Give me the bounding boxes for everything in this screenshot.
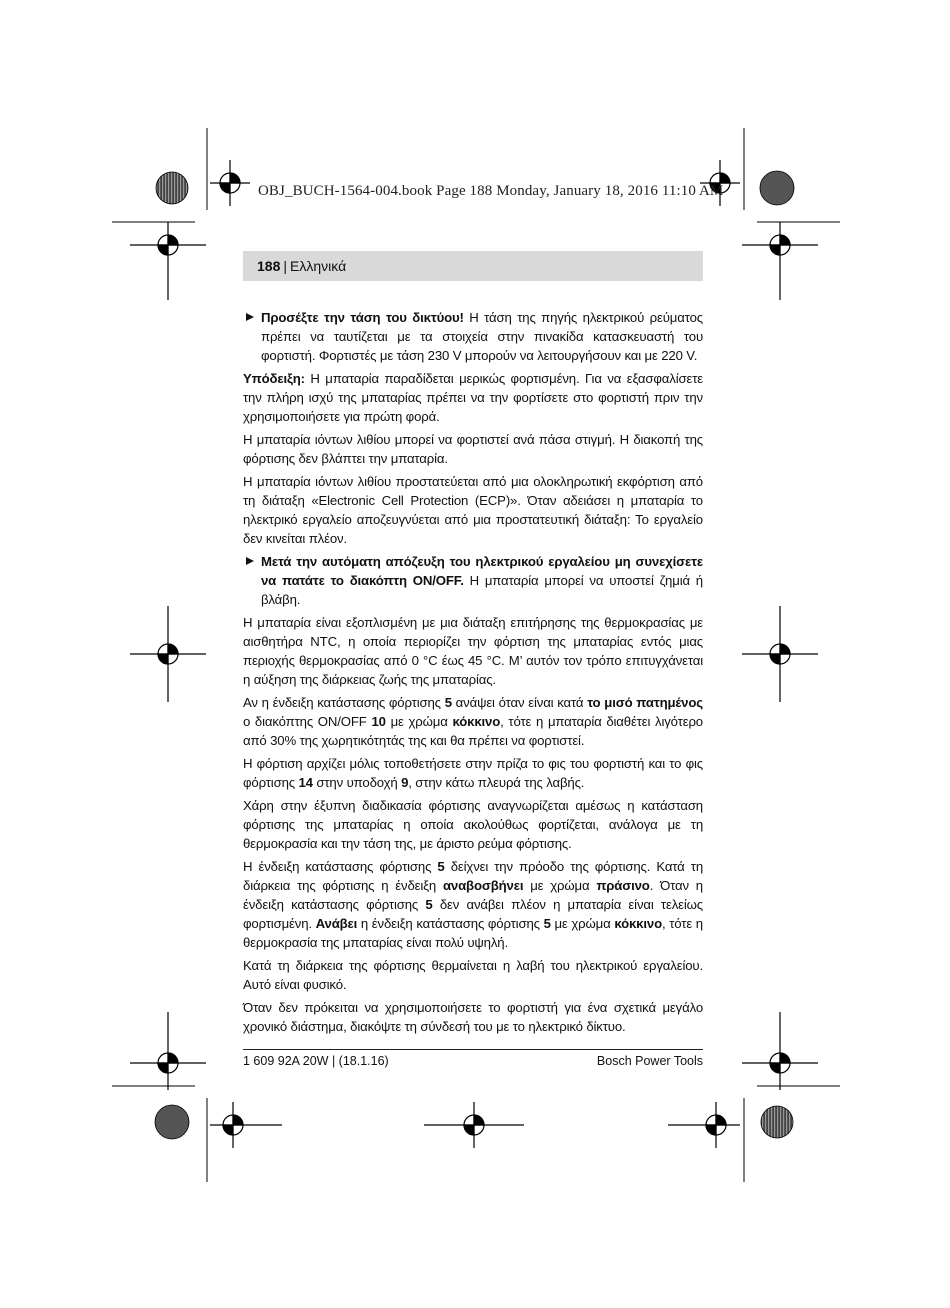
bullet-voltage-warning: [243, 308, 703, 365]
bullet-triangle-icon: [246, 313, 254, 321]
starburst-mark-bottom-right: [761, 1106, 793, 1138]
switch-warning-heading: Μετά την αυτόματη απόζευξη του ηλεκτρικού εργαλείου μη συνεχίσετε να πατάτε το διακόπτη ON/OFF.: [261, 554, 703, 588]
warning-heading: Προσέξτε την τάση του δικτύου!: [261, 310, 464, 325]
paragraph-charge-anytime: Η μπαταρία ιόντων λιθίου μπορεί να φορτιστεί ανά πάσα στιγμή. Η διακοπή της φόρτισης δεν βλάπτει την μπαταρία.: [243, 432, 703, 466]
note-paragraph: [243, 369, 703, 426]
paragraph-start-charging: Η φόρτιση αρχίζει μόλις τοποθετήσετε στην πρίζα το φις του φορτιστή και το φις φόρτισης 14 στην υποδοχή 9, στην κάτω πλευρά της λαβής.: [243, 756, 703, 790]
crosshair-left-bottom: [130, 1012, 206, 1090]
crosshair-left-middle: [130, 606, 206, 702]
paragraph-ecp: Η μπαταρία ιόντων λιθίου προστατεύεται από μια ολοκληρωτική εκφόρτιση από τη διάταξη «Electronic Cell Protection (ECP)». Όταν αδειάσει η μπαταρία το ηλεκτρικό εργαλείο αποζευγνύεται από μια προστατευτική διάταξη: Το εργαλείο δεν κινείται πλέον.: [243, 474, 703, 546]
header-separator: |: [283, 258, 287, 274]
page-number: 188: [257, 258, 281, 274]
crosshair-bottom-center: [424, 1102, 524, 1148]
header-language: Ελληνικά: [290, 258, 347, 274]
starburst-mark-top-left: [156, 172, 188, 204]
crosshair-bottom-1: [210, 1102, 282, 1148]
gray-dot-bottom-left: [155, 1105, 189, 1139]
paragraph-charge-progress: Η ένδειξη κατάστασης φόρτισης 5 δείχνει την πρόοδο της φόρτισης. Κατά τη διάρκεια της φόρτισης η ένδειξη αναβοσβήνει με χρώμα πράσινο. Όταν η ένδειξη κατάστασης φόρτισης 5 δεν ανάβει πλέον η μπαταρία είναι τελείως φορτισμένη. Ανάβει η ένδειξη κατάστασης φόρτισης 5 με χρώμα κόκκινο, τότε η θερμοκρασία της μπαταρίας είναι πολύ υψηλή.: [243, 859, 704, 950]
bullet-triangle-icon: [246, 557, 254, 565]
warning-text: Η τάση της πηγής ηλεκτρικού ρεύματος πρέπει να ταυτίζεται με τα στοιχεία στην πινακίδα κατασκευαστή του φορτιστή. Φορτιστές με τάση 230 V μπορούν να λειτουργήσουν και με 220 V.: [261, 310, 703, 363]
paragraph-handle-warms: Κατά τη διάρκεια της φόρτισης θερμαίνεται η λαβή του ηλεκτρικού εργαλείου. Αυτό είναι φυσικό.: [243, 958, 703, 992]
paragraph-ntc: Η μπαταρία είναι εξοπλισμένη με μια διάταξη επιτήρησης της θερμοκρασίας με αισθητήρα NTC, η οποία περιορίζει την φόρτιση της μπαταρίας εντός μιας περιοχής θερμοκρασίας από 0 °C έως 45 °C. Μ’ αυτόν τον τρόπο επιτυγχάνεται η αύξηση της διάρκειας ζωής της μπαταρίας.: [243, 615, 703, 687]
crosshair-right-bottom: [742, 1012, 818, 1090]
footer-brand: Bosch Power Tools: [596, 1054, 703, 1068]
switch-warning-text: Η μπαταρία μπορεί να υποστεί ζημιά ή βλάβη.: [261, 573, 703, 607]
crosshair-top-1: [210, 160, 250, 206]
footer-doc-number: 1 609 92A 20W | (18.1.16): [243, 1054, 389, 1068]
crosshair-bottom-2: [668, 1102, 740, 1148]
paragraph-charge-indicator: Αν η ένδειξη κατάστασης φόρτισης 5 ανάψει όταν είναι κατά το μισό πατημένος ο διακόπτης ON/OFF 10 με χρώμα κόκκινο, τότε η μπαταρία διαθέτει λιγότερο από 30% της χωρητικότητάς της και θα πρέπει να φορτιστεί.: [243, 695, 703, 748]
crosshair-right-middle: [742, 606, 818, 702]
paragraph-smart-charging: Χάρη στην έξυπνη διαδικασία φόρτισης αναγνωρίζεται αμέσως η κατάσταση φόρτισης της μπαταρίας η οποία ακολούθως φορτίζεται, ανάλογα με τη θερμοκρασία και την τάση της, με άριστο ρεύμα φόρτισης.: [243, 798, 703, 851]
note-label: Υπόδειξη:: [243, 371, 305, 386]
crosshair-left-top: [130, 222, 206, 300]
note-text: Η μπαταρία παραδίδεται μερικώς φορτισμένη. Για να εξασφαλίσετε την πλήρη ισχύ της μπαταρίας πρέπει να την φορτίσετε στο φορτιστή πριν την χρησιμοποιήσετε για πρώτη φορά.: [243, 371, 703, 424]
paragraph-disconnect: Όταν δεν πρόκειται να χρησιμοποιήσετε το φορτιστή για ένα σχετικά μεγάλο χρονικό διάστημα, διακόψτε τη σύνδεσή του με το ηλεκτρικό δίκτυο.: [243, 1000, 703, 1034]
bullet-switch-warning: [243, 552, 703, 609]
book-info-line: OBJ_BUCH-1564-004.book Page 188 Monday, January 18, 2016 11:10 AM: [258, 183, 724, 199]
page-header: [243, 251, 703, 281]
footer-rule: [243, 1049, 703, 1050]
page-body: [243, 308, 703, 1040]
crosshair-right-top: [742, 222, 818, 300]
gray-dot-top-right: [760, 171, 794, 205]
